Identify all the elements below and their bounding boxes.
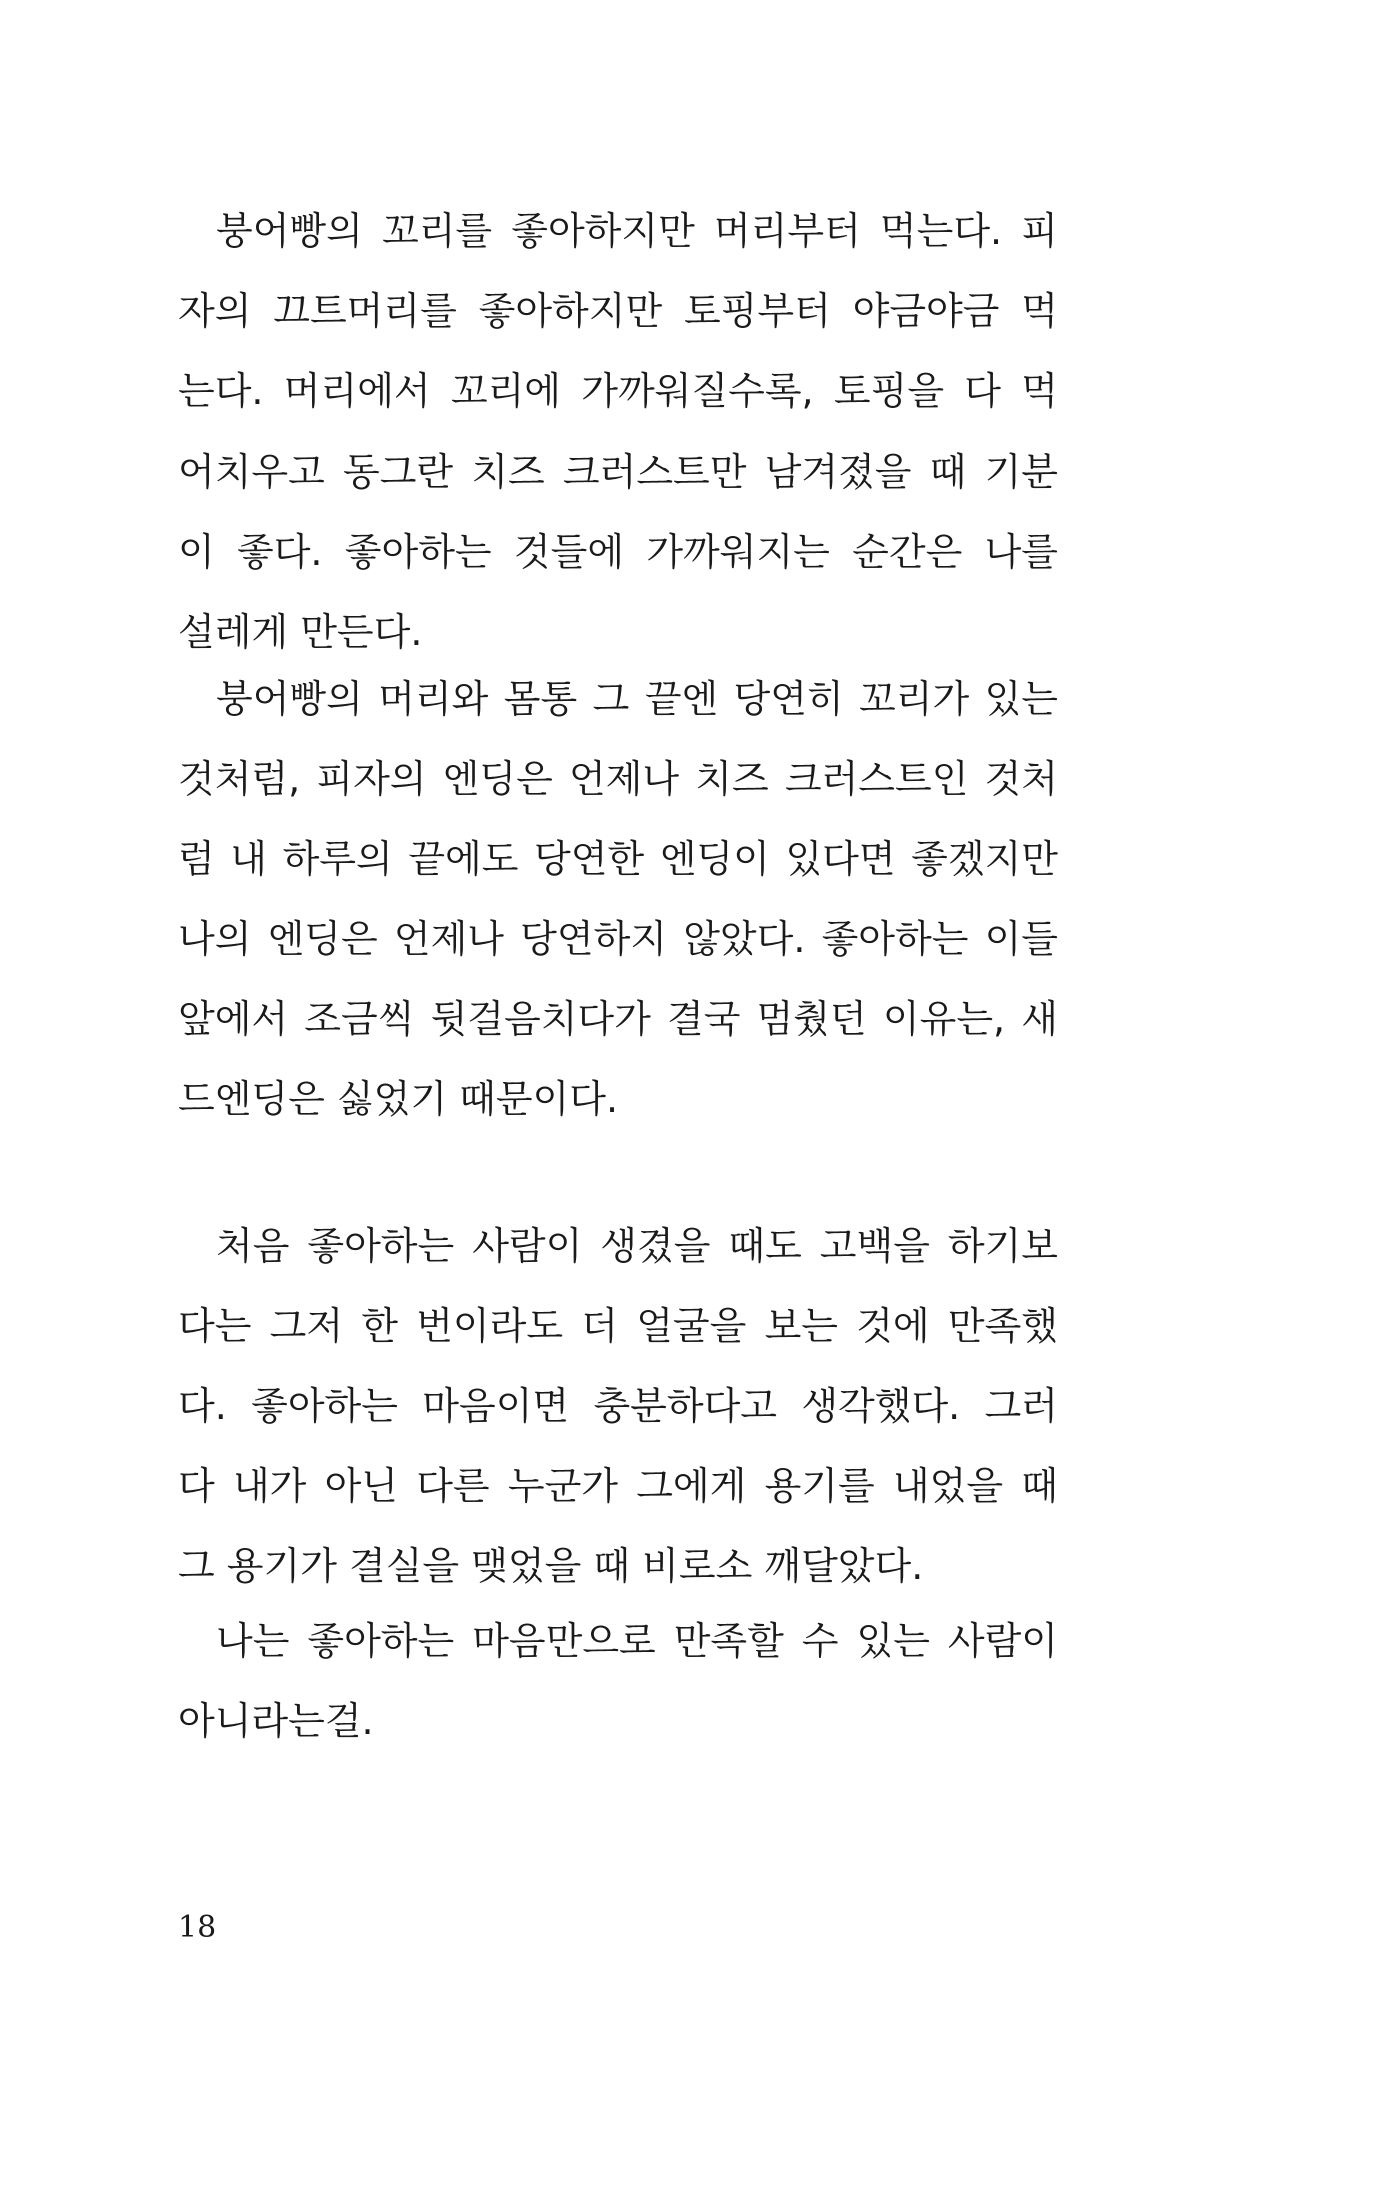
paragraph-3-line-3: 다. 좋아하는 마음이면 충분하다고 생각했다. 그러 — [178, 1384, 1058, 1428]
paragraph-3-line-2: 다는 그저 한 번이라도 더 얼굴을 보는 것에 만족했 — [178, 1304, 1058, 1348]
paragraph-1-line-3: 는다. 머리에서 꼬리에 가까워질수록, 토핑을 다 먹 — [178, 369, 1058, 413]
paragraph-4-line-1: 나는 좋아하는 마음만으로 만족할 수 있는 사람이 — [216, 1619, 1058, 1663]
paragraph-2-line-2: 것처럼, 피자의 엔딩은 언제나 치즈 크러스트인 것처 — [178, 757, 1058, 801]
paragraph-4-line-2: 아니라는걸. — [178, 1699, 374, 1743]
paragraph-3-line-4: 다 내가 아닌 다른 누군가 그에게 용기를 내었을 때 — [178, 1464, 1058, 1508]
paragraph-1-line-4: 어치우고 동그란 치즈 크러스트만 남겨졌을 때 기분 — [178, 450, 1058, 494]
page-number: 18 — [178, 1910, 217, 1945]
paragraph-2-line-3: 럼 내 하루의 끝에도 당연한 엔딩이 있다면 좋겠지만 — [178, 837, 1058, 881]
paragraph-3-line-5: 그 용기가 결실을 맺었을 때 비로소 깨달았다. — [178, 1544, 924, 1588]
paragraph-3-line-1: 처음 좋아하는 사람이 생겼을 때도 고백을 하기보 — [216, 1224, 1058, 1268]
paragraph-1-line-1: 붕어빵의 꼬리를 좋아하지만 머리부터 먹는다. 피 — [216, 209, 1058, 253]
paragraph-2-line-4: 나의 엔딩은 언제나 당연하지 않았다. 좋아하는 이들 — [178, 917, 1058, 961]
paragraph-1-line-2: 자의 끄트머리를 좋아하지만 토핑부터 야금야금 먹 — [178, 289, 1058, 333]
paragraph-2-line-5: 앞에서 조금씩 뒷걸음치다가 결국 멈췄던 이유는, 새 — [178, 997, 1058, 1041]
paragraph-1-line-6: 설레게 만든다. — [178, 610, 423, 654]
paragraph-1-line-5: 이 좋다. 좋아하는 것들에 가까워지는 순간은 나를 — [178, 530, 1058, 574]
paragraph-2-line-1: 붕어빵의 머리와 몸통 그 끝엔 당연히 꼬리가 있는 — [216, 677, 1058, 721]
paragraph-2-line-6: 드엔딩은 싫었기 때문이다. — [178, 1077, 619, 1121]
